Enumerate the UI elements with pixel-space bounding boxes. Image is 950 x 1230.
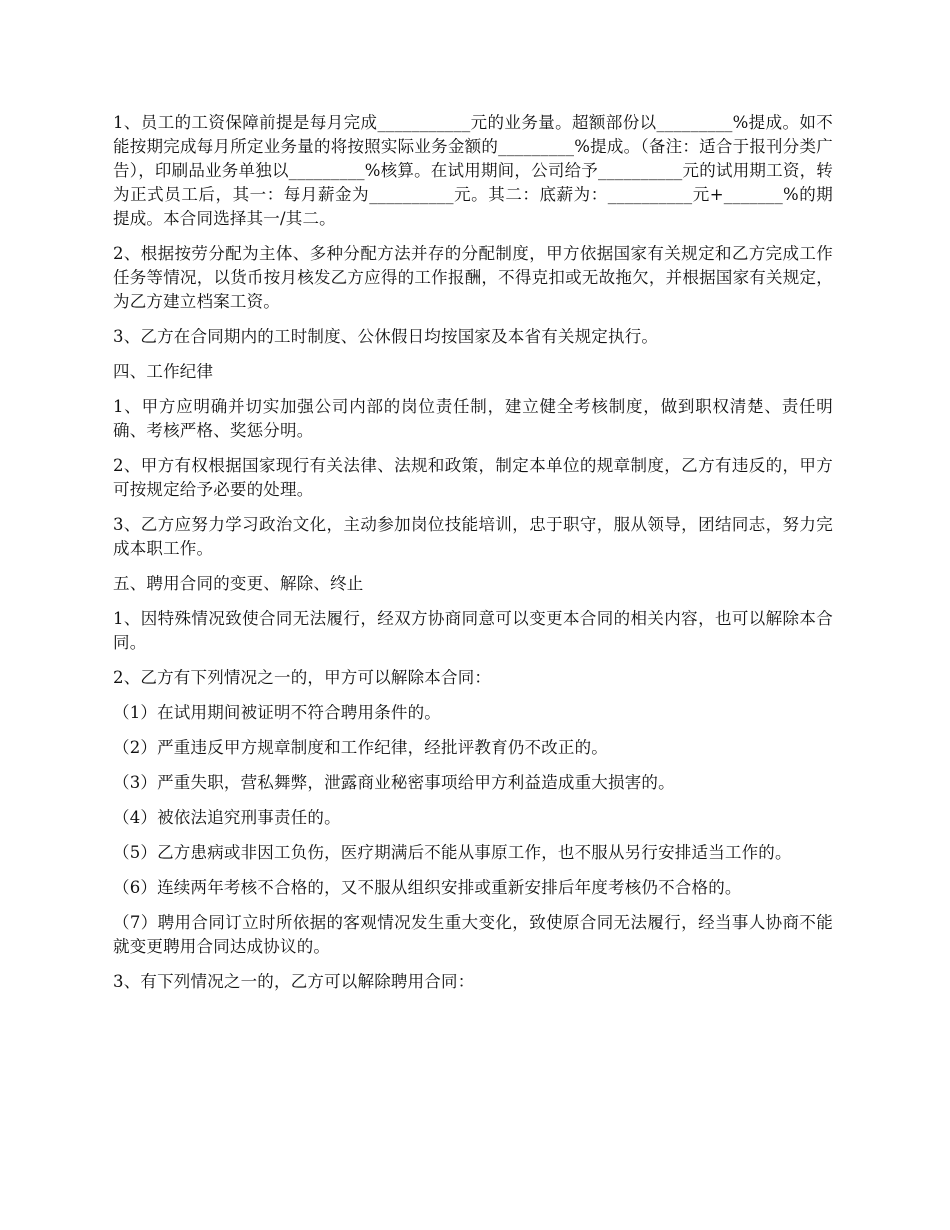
section-heading-contract-change: 五、聘用合同的变更、解除、终止 (113, 574, 364, 593)
document-body (113, 111, 833, 1005)
paragraph-party-a-termination: 2、乙方有下列情况之一的，甲方可以解除本合同： (113, 668, 492, 687)
list-item: （7）聘用合同订立时所依据的客观情况发生重大变化，致使原合同无法履行，经当事人协商不能就变更聘用合同达成协议的。 (113, 913, 833, 956)
paragraph-party-b-termination: 3、有下列情况之一的，乙方可以解除聘用合同： (113, 972, 475, 991)
paragraph-change-by-agreement: 1、因特殊情况致使合同无法履行，经双方协商同意可以变更本合同的相关内容，也可以解除本合同。 (113, 609, 833, 652)
list-item: （3）严重失职，营私舞弊，泄露商业秘密事项给甲方利益造成重大损害的。 (113, 773, 675, 792)
paragraph-regulations: 2、甲方有权根据国家现行有关法律、法规和政策，制定本单位的规章制度，乙方有违反的，甲方可按规定给予必要的处理。 (113, 456, 833, 499)
section-heading-discipline: 四、工作纪律 (113, 362, 214, 381)
list-item: （5）乙方患病或非因工负伤，医疗期满后不能从事原工作，也不服从另行安排适当工作的。 (113, 843, 792, 862)
list-item: （2）严重违反甲方规章制度和工作纪律，经批评教育仍不改正的。 (113, 738, 608, 757)
paragraph-salary-guarantee: 1、员工的工资保障前提是每月完成___________元的业务量。超额部份以_________%提成。如不能按期完成每月所定业务量的将按照实际业务金额的_________%提成。（备注：适合于报刊分类广告），印刷品业务单独以_________%核算。在试用期间，公司给予__________元的试用期工资，转为正式员工后，其一：每月薪金为__________元。其二：底薪为：__________元+_______%的期提成。本合同选择其一/其二。 (113, 113, 833, 228)
paragraph-distribution: 2、根据按劳分配为主体、多种分配方法并存的分配制度，甲方依据国家有关规定和乙方完成工作任务等情况，以货币按月核发乙方应得的工作报酬，不得克扣或无故拖欠，并根据国家有关规定，为乙方建立档案工资。 (113, 244, 833, 311)
paragraph-working-hours: 3、乙方在合同期内的工时制度、公休假日均按国家及本省有关规定执行。 (113, 327, 659, 346)
paragraph-study: 3、乙方应努力学习政治文化，主动参加岗位技能培训，忠于职守，服从领导，团结同志，努力完成本职工作。 (113, 515, 833, 558)
paragraph-responsibility: 1、甲方应明确并切实加强公司内部的岗位责任制，建立健全考核制度，做到职权清楚、责任明确、考核严格、奖惩分明。 (113, 397, 833, 440)
list-item: （1）在试用期间被证明不符合聘用条件的。 (113, 703, 441, 722)
list-item: （6）连续两年考核不合格的，又不服从组织安排或重新安排后年度考核仍不合格的。 (113, 878, 742, 897)
list-item: （4）被依法追究刑事责任的。 (113, 808, 341, 827)
